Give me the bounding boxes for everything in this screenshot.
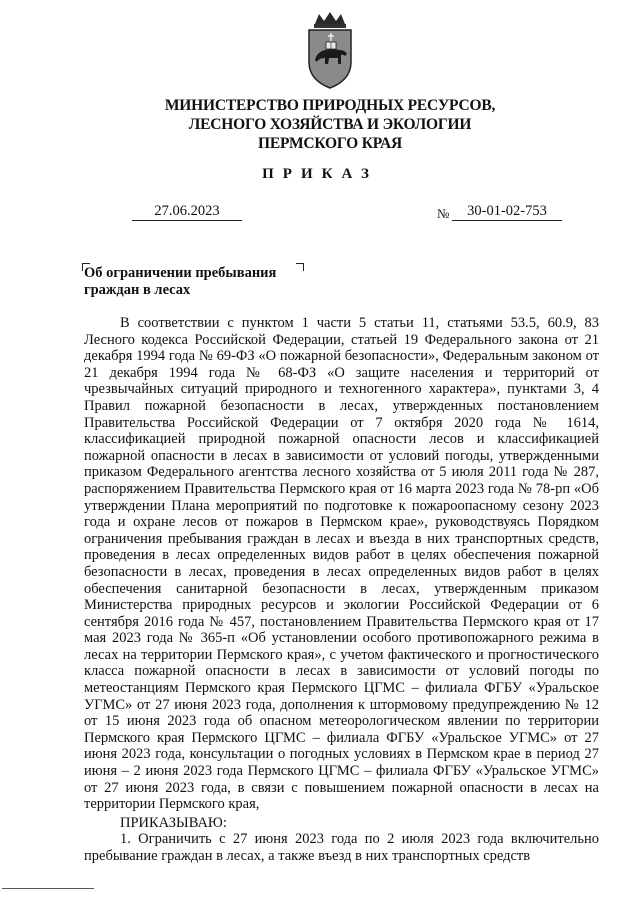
subject-line-2: граждан в лесах <box>84 282 191 298</box>
order-number: 30-01-02-753 <box>452 202 562 221</box>
order-number-label: № <box>437 206 450 221</box>
ministry-line-3: ПЕРМСКОГО КРАЯ <box>257 135 403 152</box>
order-item-1: 1. Ограничить с 27 июня 2023 года по 2 июля 2023 года включительно пребывание граждан в лесах, а также въезд в них транспортных средств <box>84 831 599 864</box>
footnote-separator <box>2 888 94 889</box>
ministry-line-2: ЛЕСНОГО ХОЗЯЙСТВА И ЭКОЛОГИИ <box>188 116 472 133</box>
order-body <box>84 315 599 865</box>
coat-of-arms-emblem <box>299 10 361 92</box>
document-type-title: ПРИКАЗ <box>262 166 378 182</box>
preamble-paragraph: В соответствии с пунктом 1 части 5 статьи 11, статьями 53.5, 60.9, 83 Лесного кодекса Российской Федерации, статьей 19 Федерального закона от 21 декабря 1994 года № 69-ФЗ «О пожарной безопасности», Федеральным законом от 21 декабря 1994 года № 68-ФЗ «О защите населения и территорий от чрезвычайных ситуаций природного и техногенного характера», пунктами 3, 4 Правил пожарной безопасности в лесах, утвержденных постановлением Правительства Российской Федерации от 7 октября 2020 года № 1614, классификацией природной пожарной опасности лесов и классификацией пожарной опасности в лесах в зависимости от условий погоды, утвержденными приказом Федерального агентства лесного хозяйства от 5 июля 2011 года № 287, распоряжением Правительства Пермского края от 16 марта 2023 года № 78-рп «Об утверждении Плана мероприятий по подготовке к пожароопасному сезону 2023 года и охране лесов от пожаров в Пермском крае», руководствуясь Порядком ограничения пребывания граждан в лесах и въезда в них транспортных средств, проведения в лесах определенных видов работ в целях обеспечения пожарной безопасности в лесах, проведения в лесах определенных видов работ в целях обеспечения санитарной безопасности в лесах, утвержденным приказом Министерства природных ресурсов и экологии Российской Федерации от 6 сентября 2016 года № 457, постановлением Правительства Пермского края от 17 мая 2023 года № 365-п «Об установлении особого противопожарного режима в лесах на территории Пермского края», с учетом фактического и прогностического класса пожарной опасности в лесах в зависимости от условий погоды по метеостанциям Пермского края Пермского ЦГМС – филиала ФГБУ «Уральское УГМС» от 27 июня 2023 года, дополнения к штормовому предупреждению № 12 от 15 июня 2023 года об опасном метеорологическом явлении по территории Пермского края Пермского ЦГМС – филиала ФГБУ «Уральское УГМС» от 27 июня 2023 года, консультации о погодных условиях в Пермском крае в период 27 июня – 2 июня 2023 года Пермского ЦГМС – филиала ФГБУ «Уральское УГМС» от 27 июня 2023 года, в связи с повышением пожарной опасности в лесах на территории Пермского края, <box>84 315 599 813</box>
order-subject <box>84 265 314 299</box>
ministry-name <box>100 96 560 153</box>
order-directive: ПРИКАЗЫВАЮ: <box>120 814 227 831</box>
subject-line-1: Об ограничении пребывания <box>84 265 277 281</box>
ministry-line-1: МИНИСТЕРСТВО ПРИРОДНЫХ РЕСУРСОВ, <box>164 97 496 114</box>
order-date: 27.06.2023 <box>132 202 242 221</box>
